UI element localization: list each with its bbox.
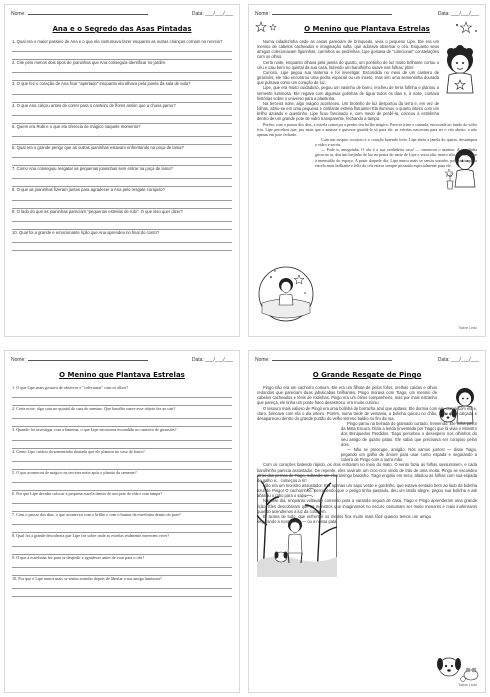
answer-line[interactable] <box>12 475 232 483</box>
story-paragraph: — Pode ir, amiguinha. O céu é a sua verdadeira casa! — sussurrou o menino. A estrelinha girou no ar, deu um beijinho de luz na ponta do nariz de Lipe e voou alto, muito alto, até se juntar à imensidão do espaço. A partir daquele dia, Lipe nunca mais se sentiu sozinho, pois sabia que a estrela mais brilhante e feliz do céu estava sempre piscando especialmente para ele. <box>315 147 477 168</box>
answer-line[interactable] <box>12 496 232 504</box>
date-label: Data: ___/___/___ <box>437 357 479 363</box>
question-item <box>12 230 232 251</box>
question-list <box>12 385 232 597</box>
question-text: 3. Quando foi investigar com a lanterna, o que Lipe encontrou escondido no canteiro de girassóis? <box>12 427 177 433</box>
story-paragraph: Pingo não era um cachorro comum. Ele era um filhote de pelos fofos, orelhas caídas e olhos redondos que pareciam duas jabuticabas brilhantes. Pingo morava com Tiago, um menino de cabelos cacheados e tênis de rodinhas. Pingo era um ótimo companheiro, mas por mais estranho que pareça, ele tinha um ponto fraco desastroso: era muito curioso. <box>257 385 437 406</box>
question-item <box>12 81 232 102</box>
answer-line[interactable] <box>12 193 232 201</box>
story-paragraph: Não era um monstro assustador. Era apenas um sapo verde e gordinho, que estava sentado bem ao lado da bolinha azul de Pingo! O cachorrinho, percebendo que o perigo tinha passado, deu um latido alegre, pegou sua bolinha e até abanou o rabo para o sapo. <box>257 482 477 499</box>
story-text <box>257 385 477 524</box>
question-text: 10. Qual foi a grande e emocionante lição que Ana aprendeu no final do conto? <box>12 229 160 235</box>
question-item <box>12 166 232 187</box>
question-text: 5. Quem era Rubi e o que ela oferecia de mágico naquele momento? <box>12 123 141 129</box>
answer-line[interactable] <box>12 222 232 230</box>
worksheet-title: Ana e o Segredo das Asas Pintadas <box>52 25 192 33</box>
author-credit: Tiakre Ledo <box>458 683 477 687</box>
question-item <box>12 533 232 554</box>
night-scene-illustration <box>257 265 315 323</box>
worksheet-ana-questions <box>4 4 240 337</box>
story-paragraph: Com os corações batendo rápido, os dois entraram no meio do mato. O vento fazia as folhas sussurrarem, e cada barulhinho parecia assustador. De repente, eles ouviram um croc-croc vindo de trás de uma moita. Pingo se escondeu atrás das pernas de Tiago, soltando um choramingo baixinho. Tiago engoliu em seco, afastou as folhas com sua espada de galho e... começou a rir! <box>257 462 477 483</box>
author-credit: Tiakre Ledo <box>458 326 477 330</box>
answer-line[interactable] <box>12 65 232 73</box>
question-text: 2. Cite pelo menos dois tipos de joaninhas que Ana conseguia identificar no jardim. <box>12 60 167 66</box>
question-item <box>12 470 232 491</box>
answer-line[interactable] <box>12 517 232 525</box>
answer-line[interactable] <box>12 462 232 470</box>
answer-line[interactable] <box>12 483 232 491</box>
question-text: 6. Por que Lipe decidiu colocar a pequena estrela dentro de um pote de vidro com tampa? <box>12 491 163 497</box>
question-item <box>12 512 232 533</box>
story-title: O Grande Resgate de Pingo <box>312 371 422 379</box>
question-item <box>12 145 232 166</box>
answer-line[interactable] <box>12 44 232 52</box>
name-date-header <box>11 357 233 363</box>
story-text <box>257 39 477 168</box>
answer-line[interactable] <box>12 129 232 137</box>
answer-line[interactable] <box>12 547 232 555</box>
worksheet-lipe-questions <box>4 350 240 693</box>
name-date-header <box>255 357 479 363</box>
story-paragraph: — Não se preocupe, amigão. Nós vamos juntos! — disse Tiago, pegando um galho de árvore para usar como espada e segurando a coleira de Pingo com a outra mão. <box>341 446 477 463</box>
story-paragraph: Certa noite, enquanto olhava pela janela do quarto, um pontinho de luz muito brilhante cortou o céu e caiu bem no quintal da sua casa, fazendo um barulhinho suave nas folhas: plim! <box>257 59 439 70</box>
question-item <box>12 406 232 427</box>
question-item <box>12 60 232 81</box>
name-label: Nome: <box>255 11 270 17</box>
name-label: Nome: <box>11 11 26 17</box>
answer-line[interactable] <box>12 137 232 145</box>
question-text: 1. Qual era o maior passeio de Ana e o que ela costumava fazer enquanto as outras crianças corriam no recreio? <box>12 39 223 44</box>
star-icon <box>453 21 479 35</box>
story-lipe <box>248 4 486 337</box>
question-item <box>12 385 232 406</box>
answer-line[interactable] <box>12 539 232 547</box>
answer-line[interactable] <box>12 560 232 568</box>
date-label: Data: ___/___/___ <box>437 11 479 17</box>
answer-line[interactable] <box>12 201 232 209</box>
name-date-header <box>11 11 233 17</box>
question-text: 4. Como Lipe cuidou da sementinha dourada que ele plantou no vaso de barro? <box>12 448 145 454</box>
question-text: 9. O lado do que as joaninhas pareciam "pequenas estrelas de rubi". O que isso quer dizer? <box>12 208 183 214</box>
question-text: 10. Por que o Lipe nunca mais se sentiu sozinho depois de libertar a sua amiga luminosa? <box>12 575 162 581</box>
story-paragraph: Naquele dia, enquanto voltavam correndo para a varanda segura de casa, Tiago e Pingo aprenderam uma grande lição. Eles descobriram que os monstros que imaginamos no escuro costumam ser muito menores e mais inofensivos quando acendemos a luz da coragem. <box>257 498 477 514</box>
question-text: 7. Como Ana conseguiu resgatar as pequenas joaninhas sem entrar na poça de lama? <box>12 166 173 172</box>
question-item <box>12 427 232 448</box>
question-item <box>12 209 232 230</box>
answer-line[interactable] <box>12 214 232 222</box>
name-date-header <box>255 11 479 17</box>
question-item <box>12 124 232 145</box>
answer-line[interactable] <box>12 179 232 187</box>
date-label: Data: ___/___/___ <box>191 11 233 17</box>
boy-with-star-illustration <box>439 43 481 95</box>
question-item <box>12 39 232 60</box>
story-paragraph: Porém, com o passar dos dias, a estrela começou a perder seu brilho mágico. Parecia triste e cansada, encostada no fundo do vidro frio. Lipe percebeu que, por mais que a amasse e quisesse guardá-la só para ele, as estrelas nasceram para ter o céu aberto, a não apenas em pote fechado. <box>257 121 477 137</box>
story-paragraph: Numa cidadezinha onde as casas pareciam de brinquedo, vivia o pequeno Lipe. Ele era um menino de cabelos cacheados e imaginação solta, que adorava observar o céu. Enquanto seus amigos colecionavam figurinhas, carrinhos ou pedrinhas, Lipe gostava de "colecionar" constelações com os olhos. <box>257 39 439 60</box>
answer-line[interactable] <box>12 454 232 462</box>
story-paragraph: Lipe, que era muito cuidadoso, pegou um vasinho de barro, encheu de terra fofinha e plantou a semente luminosa. Ele regava com algumas gotinhas de água todos os dias e, à noite, contava histórias sobre o universo para a plantinha. <box>257 85 439 101</box>
answer-line[interactable] <box>12 150 232 158</box>
question-item <box>12 187 232 208</box>
question-text: 3. O que fez o coração de Ana ficar "apertado" enquanto ela olhava pela janela da sala de aula? <box>12 81 191 87</box>
question-text: 1. O que Lipe mais gostava de observar e "colecionar" com os olhos? <box>12 385 129 390</box>
answer-line[interactable] <box>12 441 232 449</box>
question-text: 2. Certa noite, algo caiu no quintal da casa do menino. Que barulho suave esse objeto fez ao cair? <box>12 406 176 412</box>
answer-line[interactable] <box>12 52 232 60</box>
story-title: O Menino que Plantava Estrelas <box>304 25 430 33</box>
story-paragraph: Com um suspiro corajoso e o coração batendo forte, Lipe abriu a janela do quarto, destampou o vidro e sorriu. <box>315 136 477 148</box>
question-item <box>12 576 232 597</box>
answer-line[interactable] <box>12 568 232 576</box>
answer-line[interactable] <box>12 116 232 124</box>
story-paragraph: Pingo parou na beirada do gramado cortado, tremendo. Ele tinha pavor da Mata Escura. Dizia a lenda (inventada por Tiago) que lá vivia o Monstro dos Brinquedos Perdidos. Tiago percebeu o desespero nos olhinhos do seu amigo de quatro patas. Ele sabia que precisava ser corajoso pelos dois. <box>341 421 477 447</box>
answer-line[interactable] <box>12 73 232 81</box>
answer-line[interactable] <box>12 95 232 103</box>
answer-line[interactable] <box>12 243 232 251</box>
story-paragraph: Na terceira noite, algo mágico aconteceu. Um brotinho de luz desportou da terra e, em vez de folhas, abriu-se em uma pequena e cintilante estrela flutuante! Ela iluminou o quarto inteiro com um brilho azulado e quentinho. Lipe ficou fascinado e, com medo de perdê-la, colocou a estrelinha dentro de um grande pote de vidro transparente, fechando a tampa. <box>257 100 439 122</box>
story-pingo <box>248 350 486 693</box>
question-text: 6. Qual era o grande perigo que as outras joaninhas estavam enfrentando na poça de lama? <box>12 145 184 151</box>
answer-line[interactable] <box>12 108 232 116</box>
name-label: Nome: <box>255 357 270 363</box>
answer-line[interactable] <box>12 171 232 179</box>
question-text: 8. Qual foi a grande descoberta que Lipe fez sobre onde as estrelas realmente merecem viver? <box>12 533 170 539</box>
question-list <box>12 39 232 251</box>
answer-line[interactable] <box>12 87 232 95</box>
question-text: 4. O que Ana calçou antes de correr para o canteiro de flores assim que a chuva parou? <box>12 102 176 108</box>
question-text: 9. O que a estrelinha fez para se despedir e agradecer antes de voar para o céu? <box>12 554 145 560</box>
dog-and-frog-illustration <box>435 649 481 683</box>
question-item <box>12 103 232 124</box>
story-paragraph: Curioso, Lipe pegou sua lanterna e foi investigar. Escondida no meio de um canteiro de girassóis, ele não encontrou uma pedra espacial ou um inseto, mas sim uma sementinha dourada que pulsava como um coração de luz. <box>257 69 439 86</box>
answer-line[interactable] <box>12 589 232 597</box>
story-paragraph: E, acima de tudo, que enfrentar os medos fica muito mais fácil quando temos um amigo segurando a nossa mão — ou a nossa pata. <box>257 513 431 525</box>
answer-line[interactable] <box>12 433 232 441</box>
date-label: Data: ___/___/___ <box>191 357 233 363</box>
answer-line[interactable] <box>12 390 232 398</box>
question-text: 5. O que aconteceu de mágico na terceira noite após o plantio da semente? <box>12 469 137 475</box>
star-icon <box>255 21 281 33</box>
answer-line[interactable] <box>12 398 232 406</box>
answer-line[interactable] <box>12 581 232 589</box>
answer-line[interactable] <box>12 525 232 533</box>
name-label: Nome: <box>11 357 26 363</box>
answer-line[interactable] <box>12 158 232 166</box>
question-item <box>12 491 232 512</box>
question-text: 7. Com o passar dos dias, o que aconteceu com o brilho e com o humor da estrelinha dentro do pote? <box>12 512 181 518</box>
question-item <box>12 449 232 470</box>
worksheet-title: O Menino que Plantava Estrelas <box>59 371 185 379</box>
answer-line[interactable] <box>12 235 232 243</box>
answer-line[interactable] <box>12 504 232 512</box>
story-paragraph: O tesouro mais valioso de Pingo era uma bolinha de borracha azul que apitava. Ele dormia com ela, comia com ela e, claro, brincava com ela o dia inteiro. Porém, numa tarde de ventania, a bolinha quicou no chão, rolou pela calçada e desapareceu dentro do grande portão do velho terreno baldio no fim da rua. <box>257 405 477 421</box>
question-item <box>12 555 232 576</box>
question-text: 8. O que as joaninhas fizeram juntas para agradecer a Ana pelo resgate corajoso? <box>12 187 165 193</box>
answer-line[interactable] <box>12 419 232 427</box>
answer-line[interactable] <box>12 411 232 419</box>
